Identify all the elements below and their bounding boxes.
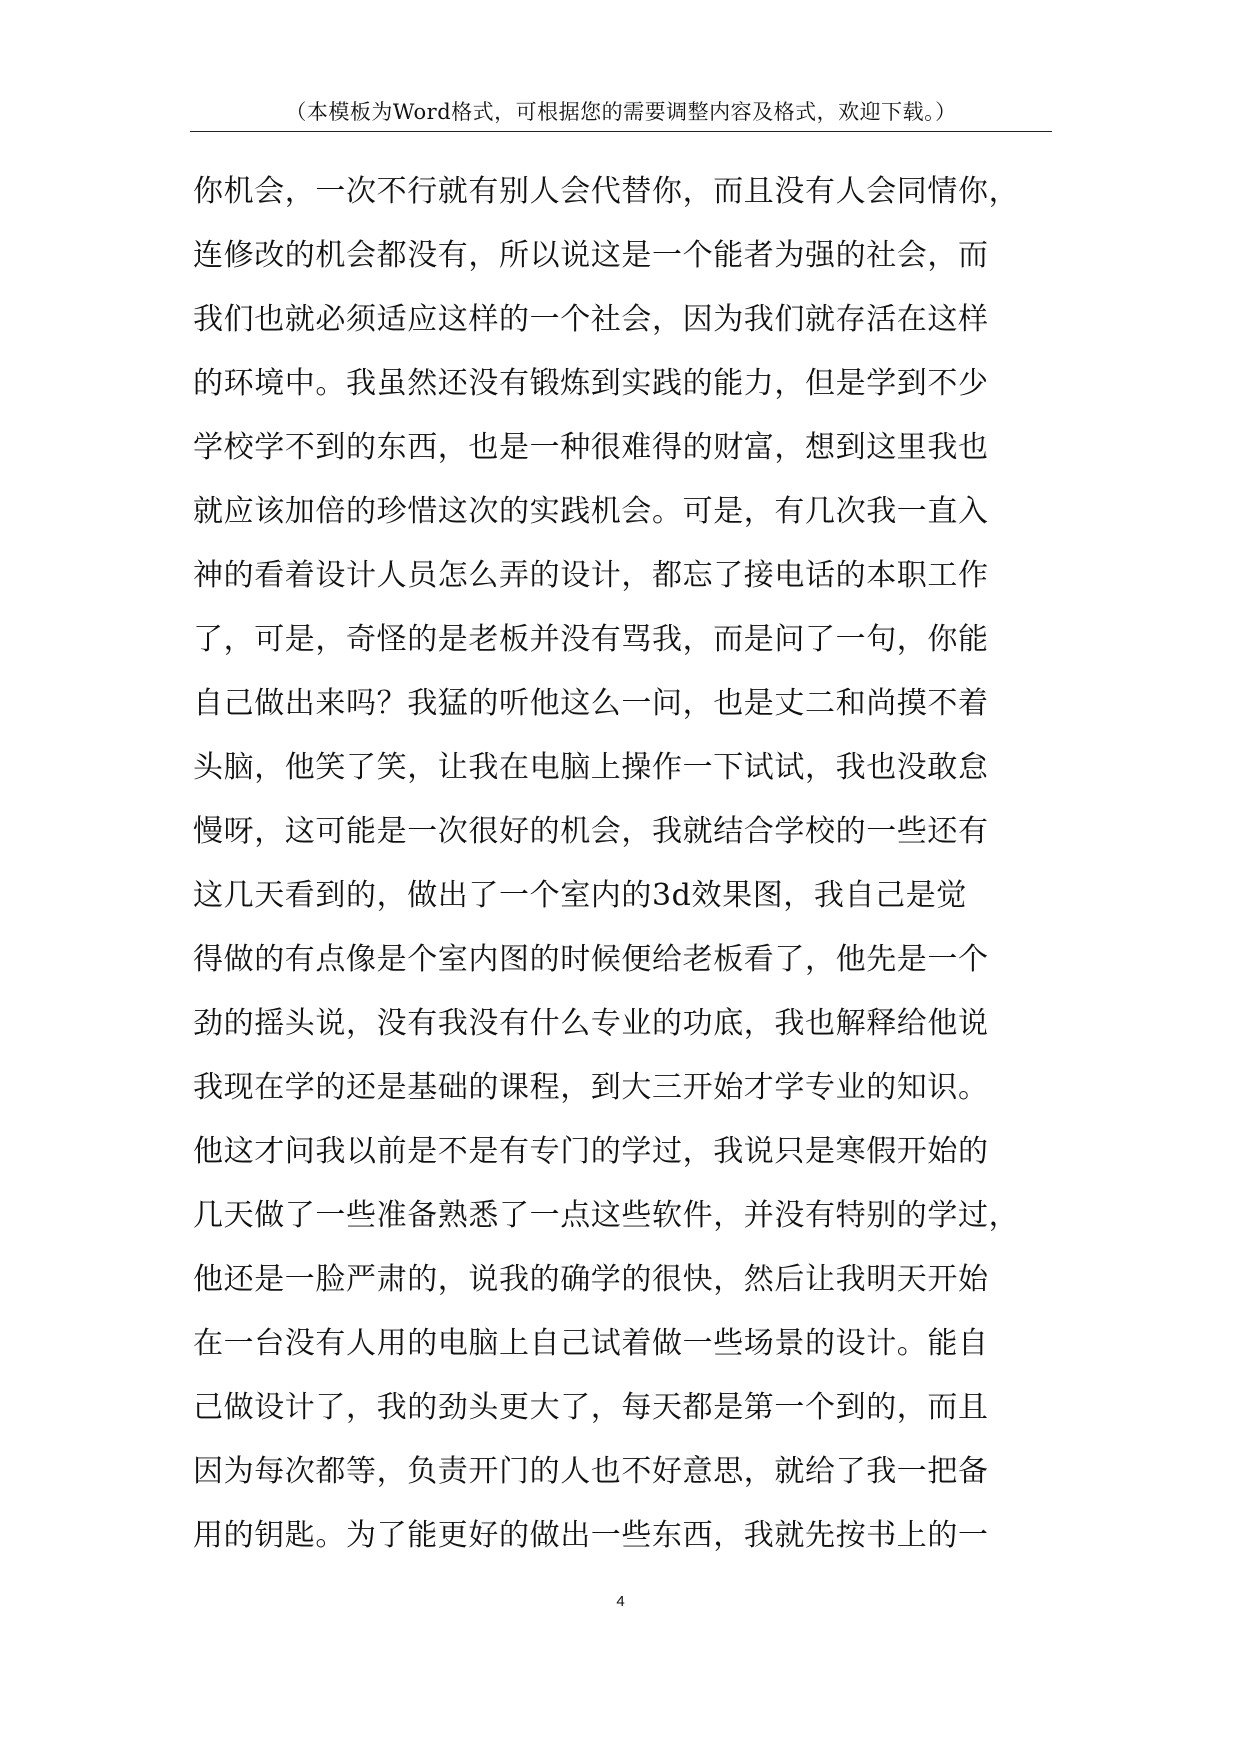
text-line: 你机会，一次不行就有别人会代替你，而且没有人会同情你， [193,174,1020,209]
text-line: 连修改的机会都没有，所以说这是一个能者为强的社会，而 [193,238,989,273]
text-line: 用的钥匙。为了能更好的做出一些东西，我就先按书上的一 [193,1518,989,1553]
text-line: 自己做出来吗？我猛的听他这么一问，也是丈二和尚摸不着 [193,686,989,721]
page-header-note: （本模板为Word格式，可根据您的需要调整内容及格式，欢迎下载。） [285,100,957,124]
header-divider [190,131,1052,132]
text-line: 几天做了一些准备熟悉了一点这些软件，并没有特别的学过， [193,1198,1020,1233]
text-line: 学校学不到的东西，也是一种很难得的财富，想到这里我也 [193,430,989,465]
text-line: 己做设计了，我的劲头更大了，每天都是第一个到的，而且 [193,1390,989,1425]
text-line: 了，可是，奇怪的是老板并没有骂我，而是问了一句，你能 [193,622,989,657]
text-line: 神的看着设计人员怎么弄的设计，都忘了接电话的本职工作 [193,558,989,593]
text-line: 因为每次都等，负责开门的人也不好意思，就给了我一把备 [193,1454,989,1489]
text-line: 这几天看到的，做出了一个室内的3d效果图，我自己是觉 [193,878,967,913]
text-line: 我现在学的还是基础的课程，到大三开始才学专业的知识。 [193,1070,989,1105]
text-line: 我们也就必须适应这样的一个社会，因为我们就存活在这样 [193,302,989,337]
text-line: 慢呀，这可能是一次很好的机会，我就结合学校的一些还有 [193,814,989,849]
text-line: 在一台没有人用的电脑上自己试着做一些场景的设计。能自 [193,1326,989,1361]
text-line: 劲的摇头说，没有我没有什么专业的功底，我也解释给他说 [193,1006,989,1041]
text-line: 他这才问我以前是不是有专门的学过，我说只是寒假开始的 [193,1134,989,1169]
page-number: 4 [616,1593,625,1610]
text-line: 头脑，他笑了笑，让我在电脑上操作一下试试，我也没敢怠 [193,750,989,785]
text-line: 他还是一脸严肃的，说我的确学的很快，然后让我明天开始 [193,1262,989,1297]
text-line: 的环境中。我虽然还没有锻炼到实践的能力，但是学到不少 [193,366,989,401]
text-line: 得做的有点像是个室内图的时候便给老板看了，他先是一个 [193,942,989,977]
body-paragraph [193,160,1073,1568]
text-line: 就应该加倍的珍惜这次的实践机会。可是，有几次我一直入 [193,494,989,529]
